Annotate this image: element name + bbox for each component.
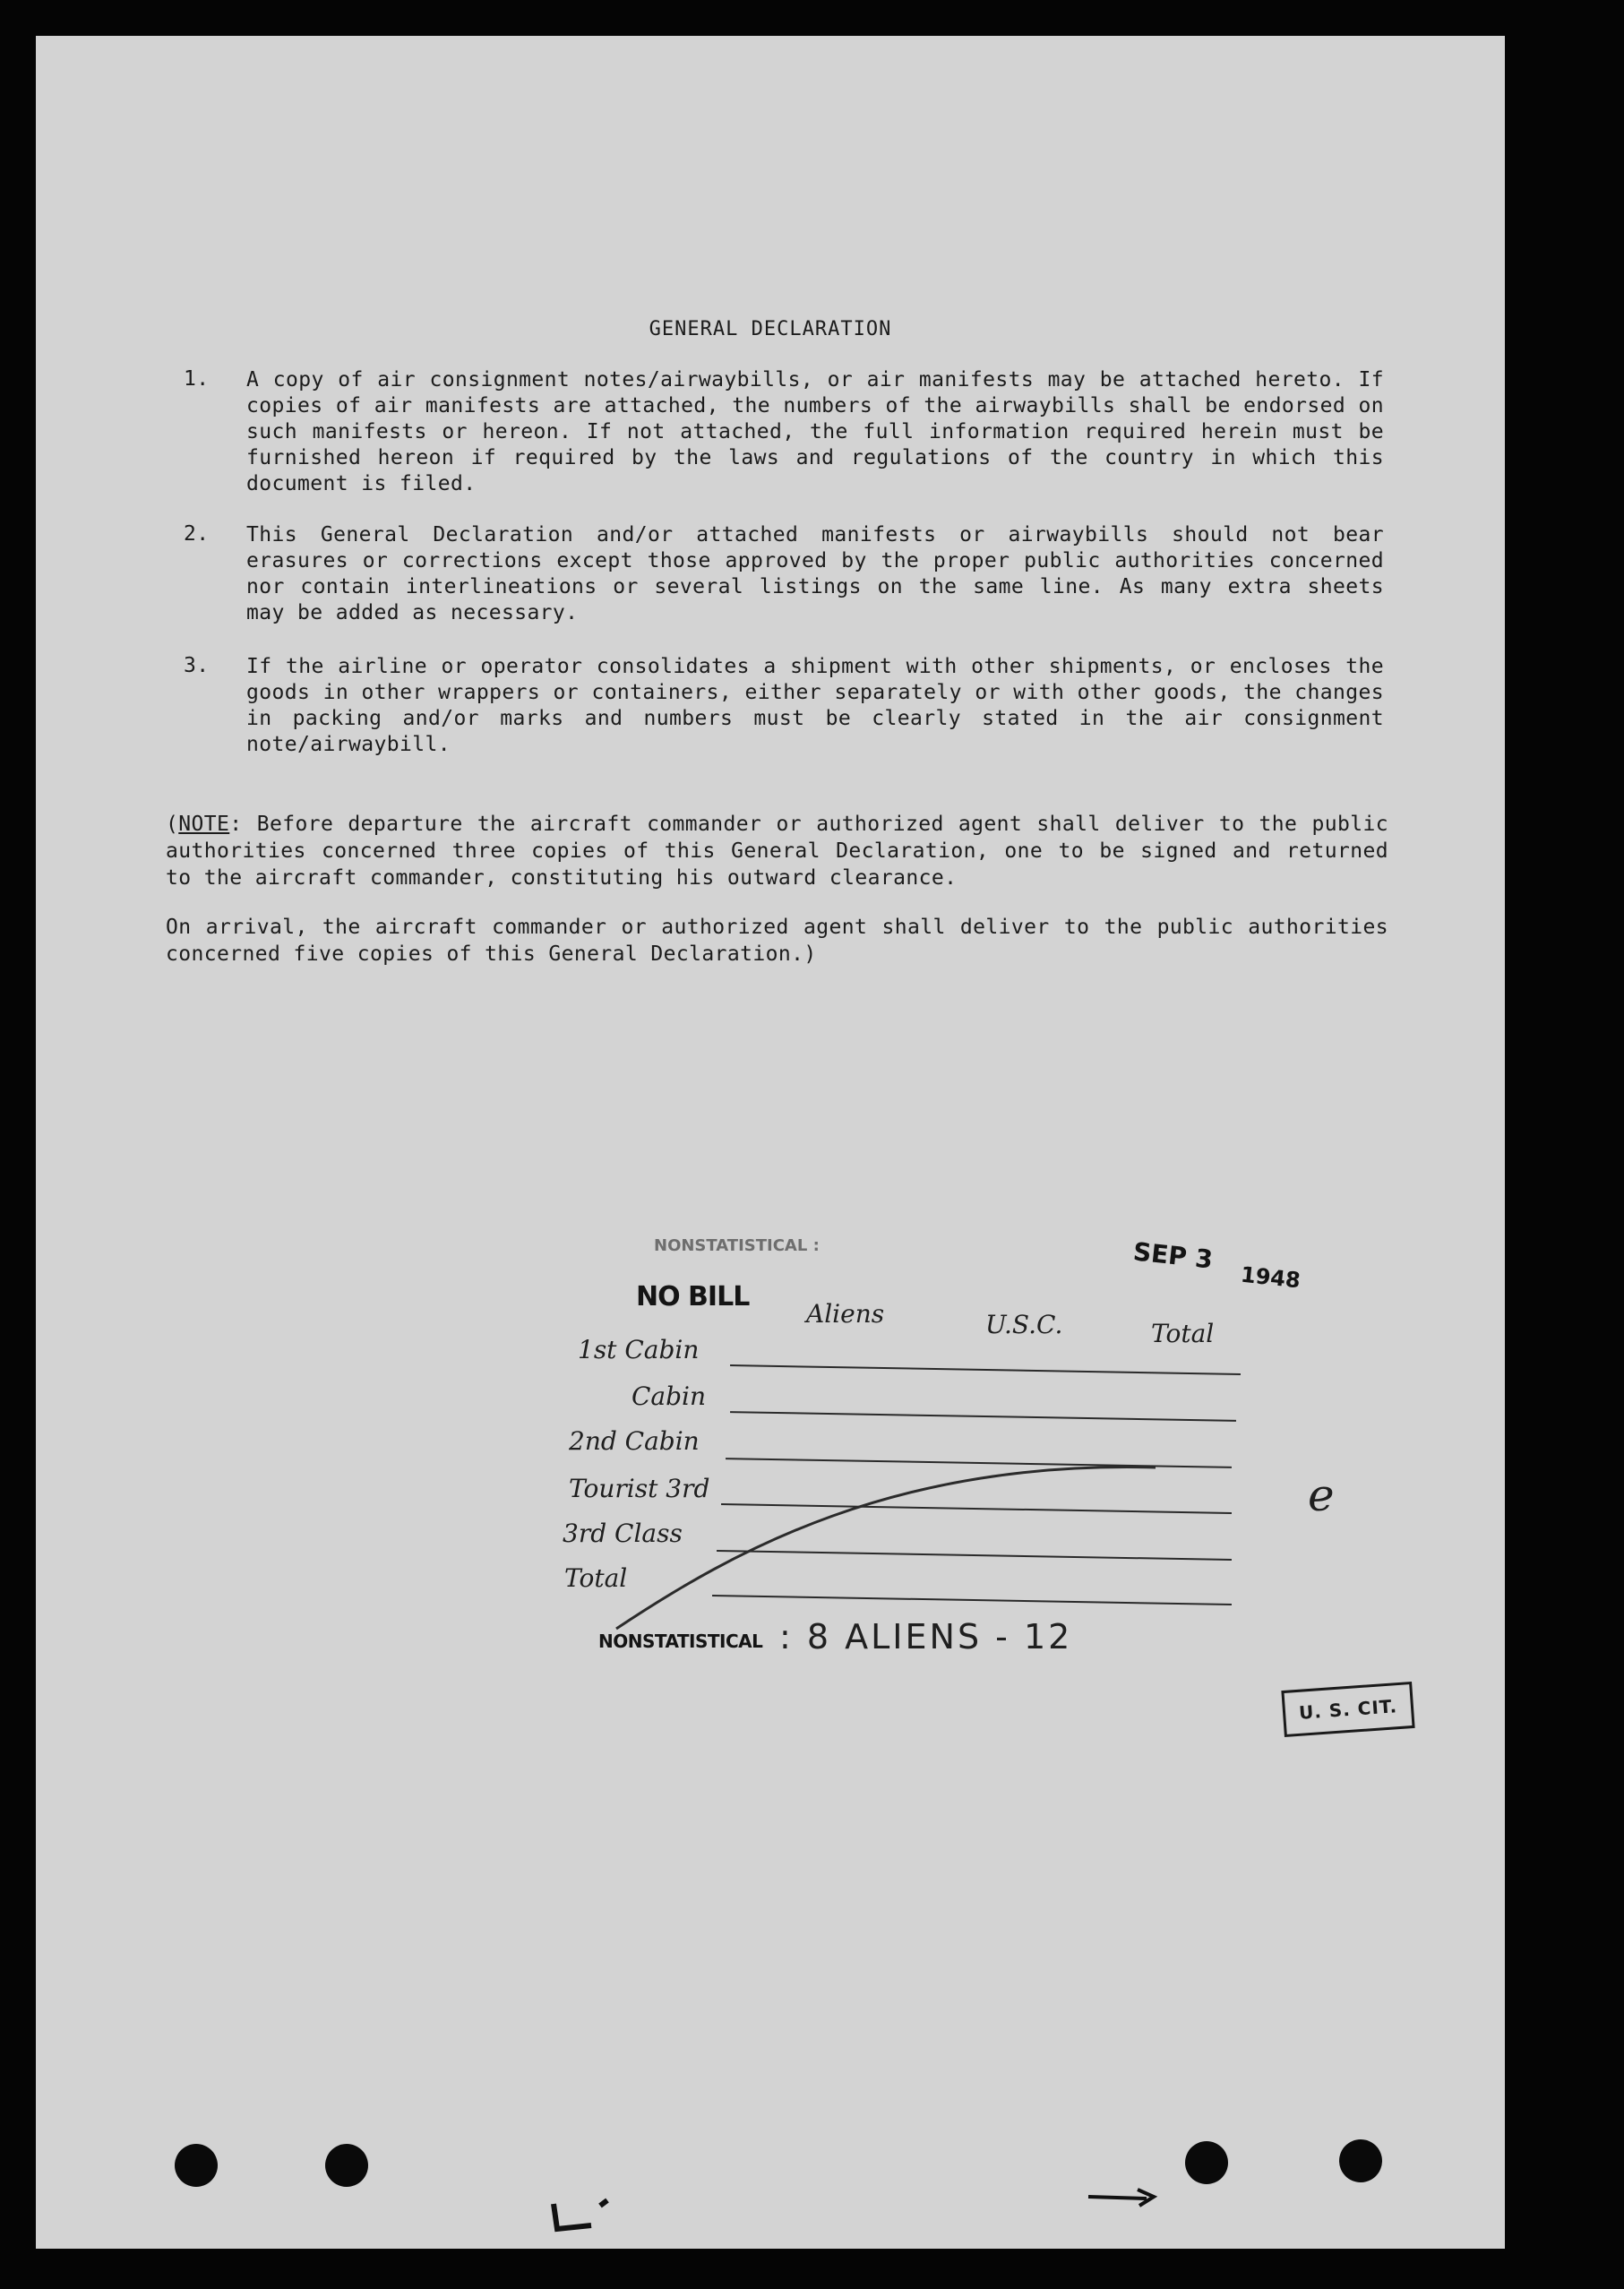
note-paragraph — [166, 811, 1388, 891]
column-header-aliens: Aliens — [806, 1299, 885, 1329]
punch-hole — [325, 2144, 368, 2187]
item-number: 3. — [184, 654, 210, 677]
row-label-third-class: 3rd Class — [563, 1519, 683, 1548]
item-text: This General Declaration and/or attached manifests or airwaybills should not bear erasures or corrections except those approved by the proper public authorities concerned nor contain interlineations or several listings on the same line. As many extra sheets may be added as necessary. — [246, 523, 1384, 624]
punch-hole — [175, 2144, 218, 2187]
no-bill-stamp: NO BILL — [636, 1281, 750, 1312]
row-label-second-cabin: 2nd Cabin — [569, 1426, 700, 1456]
faint-nonstatistical-stamp: NONSTATISTICAL : — [654, 1236, 820, 1255]
row-label-cabin: Cabin — [632, 1381, 707, 1411]
punch-hole — [1185, 2141, 1228, 2184]
note-open-paren: ( — [166, 813, 179, 836]
ink-smudge-mark — [546, 2186, 654, 2240]
row-label-first-cabin: 1st Cabin — [578, 1335, 700, 1364]
instruction-item — [184, 522, 1384, 626]
note-label: NOTE — [178, 813, 230, 836]
row-label-tourist-third: Tourist 3rd — [569, 1474, 710, 1503]
handwritten-mark: e — [1308, 1469, 1335, 1521]
table-rule — [730, 1364, 1241, 1375]
instruction-item — [184, 367, 1384, 497]
document-title: GENERAL DECLARATION — [649, 318, 892, 340]
item-number: 2. — [184, 522, 210, 546]
item-text: If the airline or operator consolidates a shipment with other shipments, or encloses the goods in other wrappers or containers, either separately or with other goods, the changes in packing and/or marks and numbers must be clearly stated in the air consignment note/airwaybill. — [246, 655, 1384, 756]
us-citizen-stamp: U. S. CIT. — [1281, 1682, 1414, 1737]
pen-stroke-mark — [609, 1424, 1164, 1639]
row-label-total: Total — [564, 1563, 628, 1593]
note-text: : Before departure the aircraft commander or authorized agent shall deliver to the public authorities concerned three copies of this General Declaration, one to be signed and returned to the aircraft commander, constituting his outward clearance. — [166, 813, 1388, 890]
arrival-note-paragraph: On arrival, the aircraft commander or authorized agent shall deliver to the public authorities concerned five copies of this General Declaration.) — [166, 916, 1388, 966]
item-number: 1. — [184, 367, 210, 391]
table-rule — [730, 1411, 1236, 1422]
date-stamp: SEP 3 — [1131, 1236, 1215, 1275]
column-header-total: Total — [1151, 1319, 1215, 1348]
column-header-usc: U.S.C. — [985, 1310, 1063, 1339]
punch-hole — [1339, 2139, 1382, 2182]
document-sheet — [36, 36, 1505, 2249]
handwritten-alien-count: : 8 ALIENS - 12 — [779, 1617, 1073, 1657]
instruction-item — [184, 654, 1384, 758]
item-text: A copy of air consignment notes/airwaybills, or air manifests may be attached hereto. If copies of air manifests are attached, the numbers of the airwaybills shall be endorsed on such manifests or hereon. If not attached, the full information required herein must be furnished hereon if required by the laws and regulations of the country in which this document is filed. — [246, 368, 1384, 495]
arrow-mark — [1084, 2177, 1182, 2213]
nonstatistical-stamp: NONSTATISTICAL — [598, 1631, 763, 1652]
year-stamp: 1948 — [1239, 1261, 1302, 1294]
